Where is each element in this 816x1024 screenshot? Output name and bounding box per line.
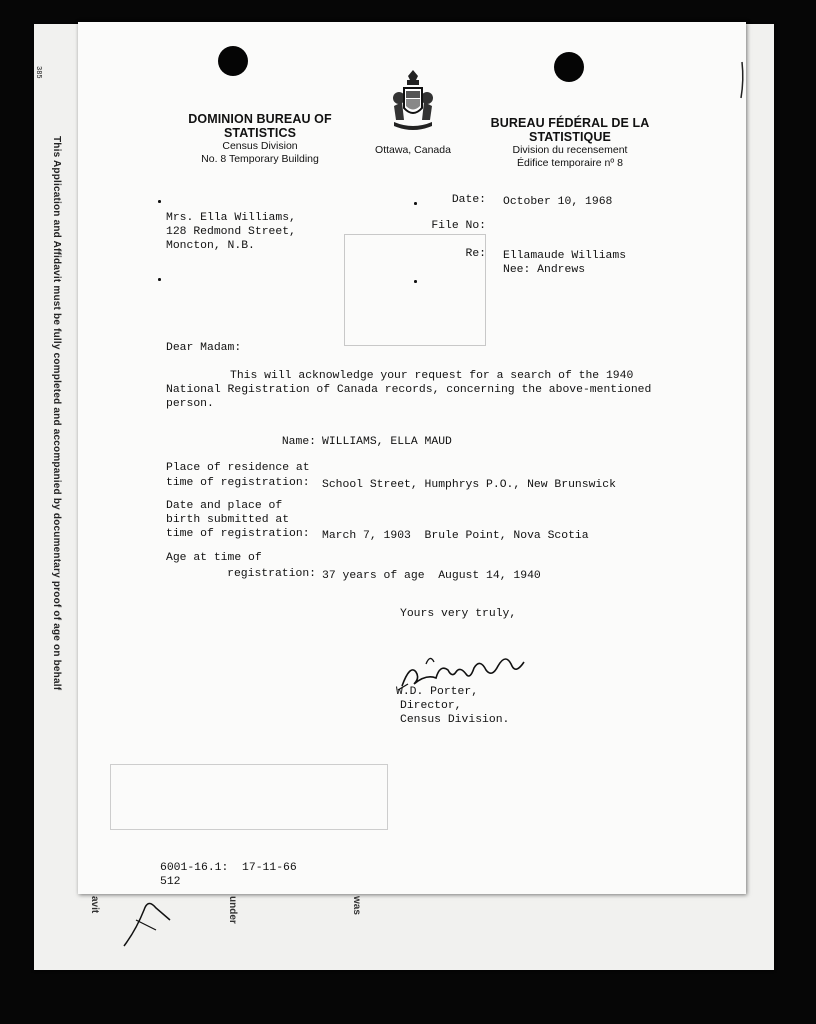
address-line-2: 128 Redmond Street, (166, 226, 296, 238)
residence-label-2: time of registration: (166, 477, 310, 489)
body-line-2: National Registration of Canada records, concerning the above-mentioned (166, 384, 652, 396)
letterhead-french-division: Division du recensement (512, 144, 628, 156)
signer-title: Director, (400, 700, 462, 712)
re-line-1: Ellamaude Williams (503, 250, 627, 262)
body-line-1: This will acknowledge your request for a search of the 1940 (230, 370, 634, 382)
letter-sheet (78, 22, 746, 894)
letterhead-french (462, 116, 678, 170)
birth-label-3: time of registration: (166, 528, 310, 540)
signer-name: W.D. Porter, (396, 686, 479, 698)
date-value: October 10, 1968 (503, 196, 613, 208)
margin-dot (158, 200, 161, 203)
address-line-1: Mrs. Ella Williams, (166, 212, 296, 224)
letterhead-english-title: DOMINION BUREAU OF STATISTICS (188, 112, 332, 140)
letterhead-french-building: Édifice temporaire nº 8 (517, 157, 623, 169)
date-label: Date: (451, 194, 486, 206)
name-label: Name: (281, 436, 316, 448)
strip-word-under: under (227, 896, 238, 924)
margin-dot (414, 280, 417, 283)
margin-dot (158, 278, 161, 281)
punch-hole-left (218, 46, 248, 76)
form-sub-number: 512 (160, 876, 181, 888)
age-label-1: Age at time of (166, 552, 262, 564)
form-number: 6001-16.1: 17-11-66 (160, 862, 297, 874)
handwritten-signature-icon (396, 644, 536, 692)
salutation: Dear Madam: (166, 342, 242, 354)
birth-label-1: Date and place of (166, 500, 283, 512)
pen-mark-icon (734, 60, 750, 100)
letterhead-english-division: Census Division (222, 140, 298, 152)
letterhead-english (154, 112, 366, 166)
strip-word-was: was (351, 896, 362, 915)
re-label: Re: (465, 248, 486, 260)
side-instruction-text: This Application and Affidavit must be fully completed and accompanied by documentary proof of age on behalf (51, 136, 62, 691)
letterhead-city: Ottawa, Canada (375, 144, 451, 156)
residence-label-1: Place of residence at (166, 462, 310, 474)
strip-word-avit: avit (89, 896, 100, 914)
side-page-number: 385 (34, 66, 42, 79)
ghost-notice-box (110, 764, 388, 830)
coat-of-arms-icon (390, 68, 436, 132)
closing: Yours very truly, (400, 608, 517, 620)
birth-value: March 7, 1903 Brule Point, Nova Scotia (322, 530, 589, 542)
age-value: 37 years of age August 14, 1940 (322, 570, 541, 582)
punch-hole-right (554, 52, 584, 82)
bottom-perforated-strip (90, 893, 740, 942)
signer-division: Census Division. (400, 714, 510, 726)
letterhead-french-title: BUREAU FÉDÉRAL DE LA STATISTIQUE (490, 116, 650, 144)
residence-value: School Street, Humphrys P.O., New Brunswick (322, 479, 616, 491)
file-number-label: File No: (431, 220, 486, 232)
address-line-3: Moncton, N.B. (166, 240, 255, 252)
handwriting-scrawl-icon (116, 890, 176, 950)
letterhead-english-building: No. 8 Temporary Building (201, 153, 319, 165)
age-label-2: registration: (227, 568, 316, 580)
birth-label-2: birth submitted at (166, 514, 290, 526)
body-line-3: person. (166, 398, 214, 410)
re-line-2: Nee: Andrews (503, 264, 586, 276)
name-value: WILLIAMS, ELLA MAUD (322, 436, 452, 448)
